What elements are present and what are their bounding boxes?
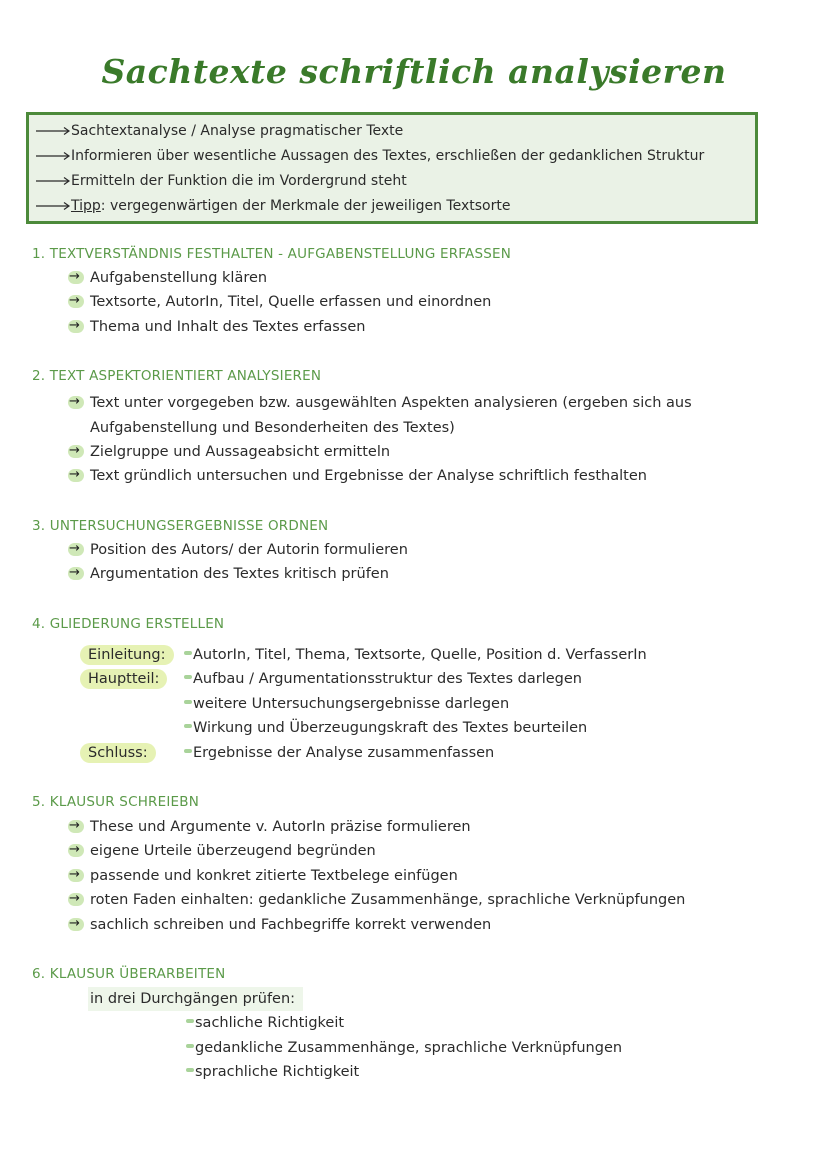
intro-box: [26, 112, 758, 224]
list-item: →sachlich schreiben und Fachbegriffe korrekt verwenden: [68, 915, 491, 935]
list-item: →Text gründlich untersuchen und Ergebnisse der Analyse schriftlich festhalten: [68, 466, 647, 486]
label-einleitung: Einleitung:: [80, 645, 174, 665]
list-item: →Textsorte, AutorIn, Titel, Quelle erfassen und einordnen: [68, 292, 491, 312]
intro-text: Sachtextanalyse / Analyse pragmatischer Texte: [71, 123, 404, 139]
dash-icon: [186, 1044, 194, 1048]
list-item: →Text unter vorgegeben bzw. ausgewählten Aspekten analysieren (ergeben sich aus: [68, 393, 692, 413]
arrow-bullet-icon: [68, 844, 84, 857]
section-heading: 6. KLAUSUR ÜBERARBEITEN: [32, 966, 226, 982]
dash-icon: [186, 1068, 194, 1072]
dash-icon: [184, 675, 192, 679]
dash-icon: [186, 1019, 194, 1023]
intro-line: [35, 196, 510, 216]
list-item: →Argumentation des Textes kritisch prüfen: [68, 564, 389, 584]
arrow-bullet-icon: [68, 820, 84, 833]
list-item-continuation: Aufgabenstellung und Besonderheiten des Textes): [90, 420, 455, 436]
intro-line: [35, 171, 407, 191]
dash-icon: [184, 749, 192, 753]
outline-point: weitere Untersuchungsergebnisse darlegen: [184, 694, 509, 714]
list-item: →Zielgruppe und Aussageabsicht ermitteln: [68, 442, 390, 462]
check-point: sachliche Richtigkeit: [186, 1013, 344, 1033]
check-point: gedankliche Zusammenhänge, sprachliche Verknüpfungen: [186, 1038, 622, 1058]
tip-label: Tipp: [71, 198, 101, 214]
dash-icon: [184, 724, 192, 728]
arrow-bullet-icon: [68, 445, 84, 458]
section-heading: 1. TEXTVERSTÄNDNIS FESTHALTEN - AUFGABENSTELLUNG ERFASSEN: [32, 246, 512, 262]
dash-icon: [184, 700, 192, 704]
outline-point: Aufbau / Argumentationsstruktur des Textes darlegen: [184, 669, 582, 689]
intro-line: [35, 146, 704, 166]
outline-point: AutorIn, Titel, Thema, Textsorte, Quelle, Position d. VerfasserIn: [184, 645, 647, 665]
check-point: sprachliche Richtigkeit: [186, 1062, 359, 1082]
long-arrow-icon: [35, 201, 71, 211]
dash-icon: [184, 651, 192, 655]
section-heading: 5. KLAUSUR SCHREIEBN: [32, 794, 200, 810]
intro-text: Informieren über wesentliche Aussagen des Textes, erschließen der gedanklichen Struktur: [71, 148, 705, 164]
arrow-bullet-icon: [68, 271, 84, 284]
arrow-bullet-icon: [68, 918, 84, 931]
list-item: →Aufgabenstellung klären: [68, 268, 267, 288]
outline-point: Ergebnisse der Analyse zusammenfassen: [184, 743, 494, 763]
arrow-bullet-icon: [68, 396, 84, 409]
arrow-bullet-icon: [68, 295, 84, 308]
intro-line: [35, 121, 403, 141]
section-heading: 3. UNTERSUCHUNGSERGEBNISSE ORDNEN: [32, 518, 329, 534]
arrow-bullet-icon: [68, 869, 84, 882]
list-item: →eigene Urteile überzeugend begründen: [68, 841, 376, 861]
list-item: →These und Argumente v. AutorIn präzise formulieren: [68, 817, 471, 837]
section-heading: 4. GLIEDERUNG ERSTELLEN: [32, 616, 225, 632]
arrow-bullet-icon: [68, 469, 84, 482]
list-item: →Thema und Inhalt des Textes erfassen: [68, 317, 365, 337]
check-lead: in drei Durchgängen prüfen:: [88, 987, 303, 1011]
arrow-bullet-icon: [68, 543, 84, 556]
long-arrow-icon: [35, 126, 71, 136]
list-item: →passende und konkret zitierte Textbelege einfügen: [68, 866, 458, 886]
label-hauptteil: Hauptteil:: [80, 669, 167, 689]
page-title: Sachtexte schriftlich analysieren: [101, 52, 727, 91]
intro-text: Ermitteln der Funktion die im Vordergrund steht: [71, 173, 407, 189]
outline-point: Wirkung und Überzeugungskraft des Textes beurteilen: [184, 718, 587, 738]
list-item: →roten Faden einhalten: gedankliche Zusammenhänge, sprachliche Verknüpfungen: [68, 890, 685, 910]
arrow-bullet-icon: [68, 893, 84, 906]
arrow-bullet-icon: [68, 320, 84, 333]
label-schluss: Schluss:: [80, 743, 156, 763]
list-item: →Position des Autors/ der Autorin formulieren: [68, 540, 408, 560]
arrow-bullet-icon: [68, 567, 84, 580]
long-arrow-icon: [35, 176, 71, 186]
intro-text: : vergegenwärtigen der Merkmale der jeweiligen Textsorte: [100, 198, 511, 214]
long-arrow-icon: [35, 151, 71, 161]
section-heading: 2. TEXT ASPEKTORIENTIERT ANALYSIEREN: [32, 368, 322, 384]
